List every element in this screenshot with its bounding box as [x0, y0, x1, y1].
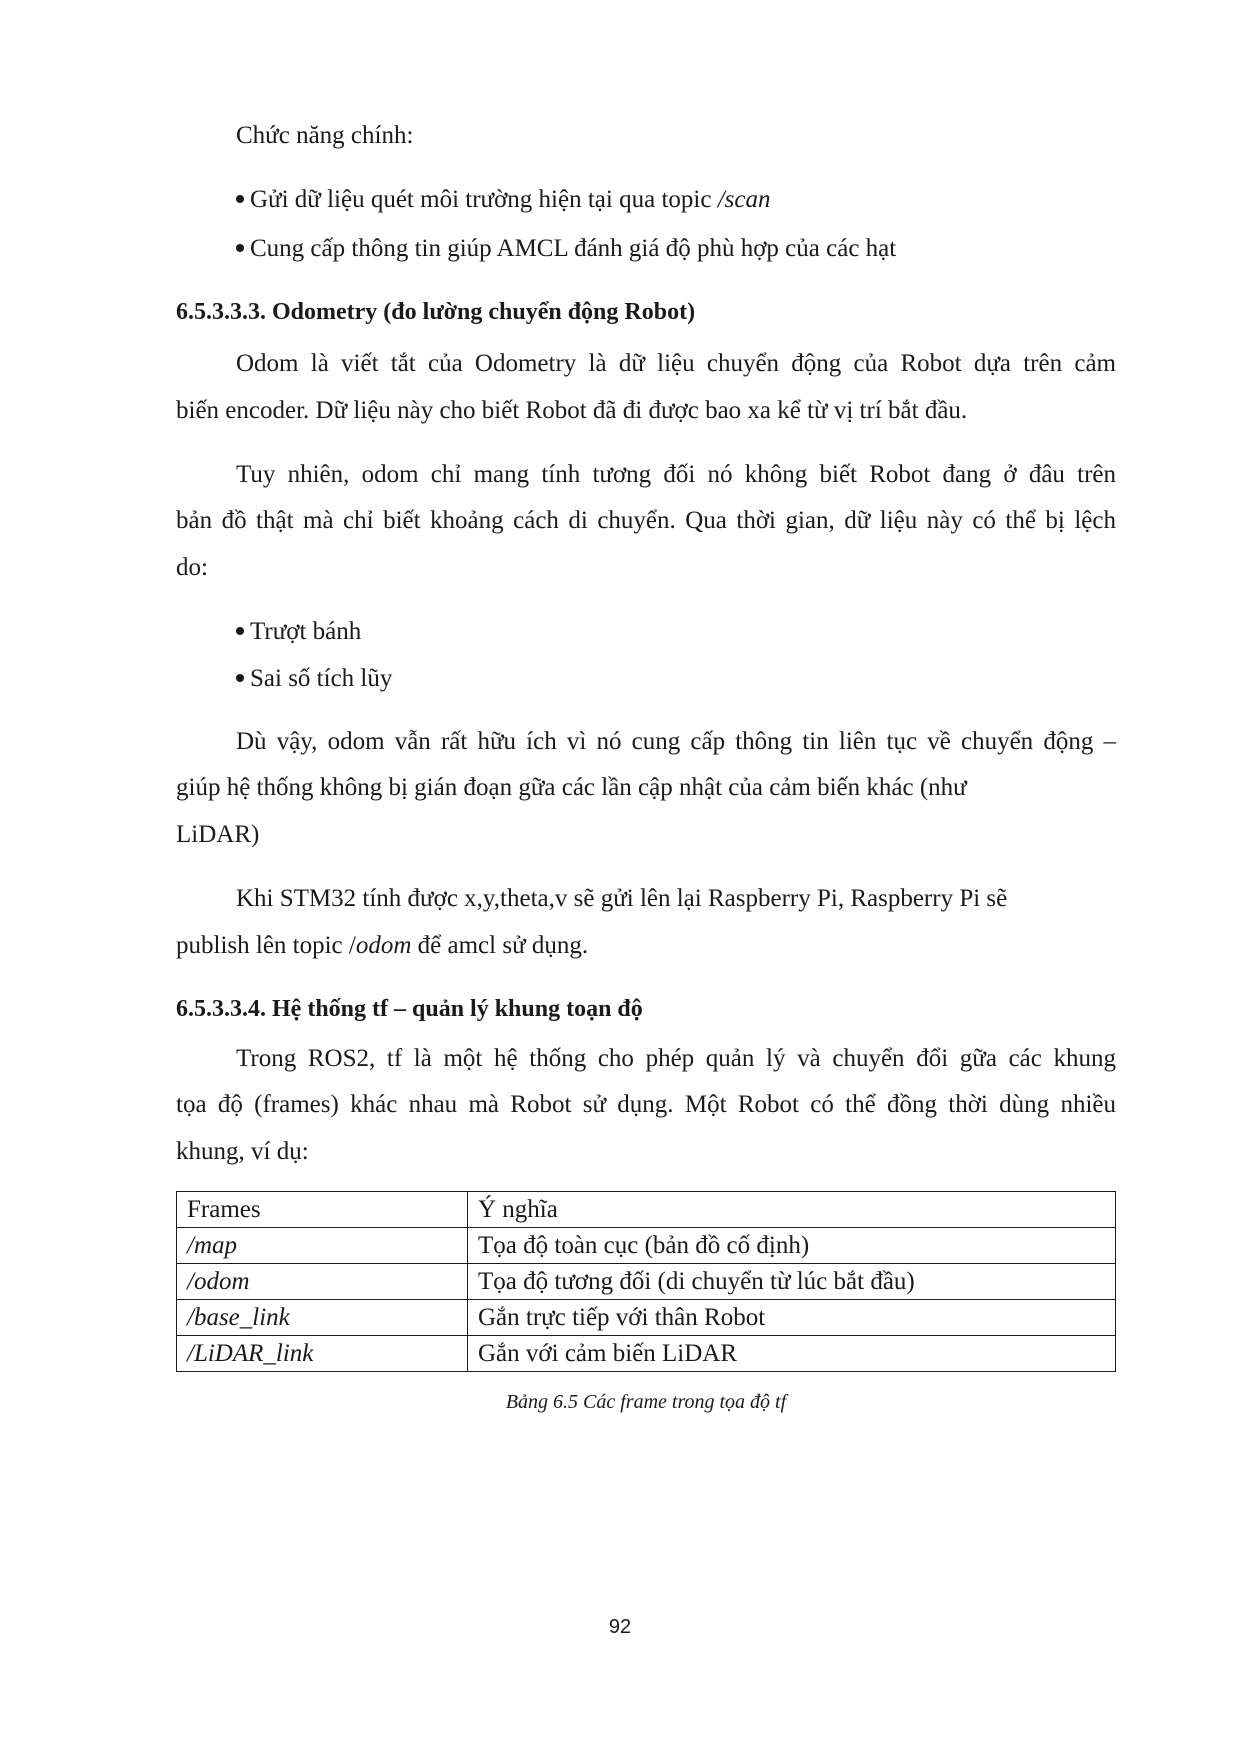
table-header-cell: Frames	[177, 1192, 468, 1228]
bullet-icon	[236, 195, 244, 203]
table-row	[177, 1336, 1116, 1372]
table-cell-frame: /map	[177, 1228, 468, 1264]
table-row	[177, 1228, 1116, 1264]
paragraph-line: biến encoder. Dữ liệu này cho biết Robot đã đi được bao xa kể từ vị trí bắt đầu.	[176, 397, 968, 424]
text-run: publish lên topic /	[176, 932, 356, 959]
page-number: 92	[608, 1616, 632, 1638]
table-header-row	[177, 1192, 1116, 1228]
table-cell-frame: /base_link	[177, 1300, 468, 1336]
paragraph-line: bản đồ thật mà chỉ biết khoảng cách di chuyển. Qua thời gian, dữ liệu này có thể bị lệch	[176, 507, 1116, 534]
section-heading-odometry: 6.5.3.3.3. Odometry (đo lường chuyển động Robot)	[176, 299, 696, 325]
bullet-text: Sai số tích lũy	[250, 665, 393, 692]
bullet-item-amcl	[236, 234, 896, 264]
paragraph-line: Odom là viết tắt của Odometry là dữ liệu chuyển động của Robot dựa trên cảm	[236, 350, 1116, 377]
paragraph-line: do:	[176, 554, 208, 581]
paragraph-line: Dù vậy, odom vẫn rất hữu ích vì nó cung cấp thông tin liên tục về chuyển động –	[236, 728, 1116, 755]
bullet-item-error	[236, 664, 392, 694]
paragraph-line: giúp hệ thống không bị gián đoạn gữa các lần cập nhật của cảm biến khác (như	[176, 774, 967, 801]
paragraph-line	[176, 931, 588, 961]
paragraph-line: Trong ROS2, tf là một hệ thống cho phép quản lý và chuyển đổi gữa các khung	[236, 1045, 1116, 1072]
table-row	[177, 1300, 1116, 1336]
bullet-item-slip	[236, 617, 361, 647]
table-cell-frame: /LiDAR_link	[177, 1336, 468, 1372]
paragraph-line: LiDAR)	[176, 821, 260, 848]
bullet-text: Trượt bánh	[250, 618, 362, 645]
table-caption: Bảng 6.5 Các frame trong tọa độ tf	[505, 1391, 787, 1413]
paragraph-line: tọa độ (frames) khác nhau mà Robot sử dụng. Một Robot có thể đồng thời dùng nhiều	[176, 1091, 1116, 1118]
table-cell-meaning: Gắn với cảm biến LiDAR	[468, 1336, 1116, 1372]
topic-odom: odom	[355, 932, 412, 959]
paragraph-line: Khi STM32 tính được x,y,theta,v sẽ gửi lên lại Raspberry Pi, Raspberry Pi sẽ	[236, 885, 1008, 912]
table-cell-meaning: Tọa độ toàn cục (bản đồ cố định)	[468, 1228, 1116, 1264]
table-header-cell: Ý nghĩa	[468, 1192, 1116, 1228]
bullet-item-scan	[236, 185, 770, 215]
table-row	[177, 1264, 1116, 1300]
bullet-icon	[236, 627, 244, 635]
table-cell-frame: /odom	[177, 1264, 468, 1300]
function-label: Chức năng chính:	[236, 122, 414, 149]
bullet-text: Cung cấp thông tin giúp AMCL đánh giá độ phù hợp của các hạt	[250, 235, 897, 262]
paragraph-line: Tuy nhiên, odom chỉ mang tính tương đối nó không biết Robot đang ở đâu trên	[236, 461, 1116, 488]
paragraph-line: khung, ví dụ:	[176, 1138, 309, 1165]
text-run: để amcl sử dụng.	[411, 932, 589, 959]
section-heading-tf: 6.5.3.3.4. Hệ thống tf – quản lý khung toạn độ	[176, 996, 643, 1022]
bullet-icon	[236, 674, 244, 682]
bullet-icon	[236, 244, 244, 252]
table-cell-meaning: Gắn trực tiếp với thân Robot	[468, 1300, 1116, 1336]
bullet-text: Gửi dữ liệu quét môi trường hiện tại qua topic	[250, 186, 718, 213]
topic-scan: /scan	[717, 186, 771, 213]
table-cell-meaning: Tọa độ tương đối (di chuyển từ lúc bắt đầu)	[468, 1264, 1116, 1300]
frames-table	[176, 1191, 1116, 1372]
